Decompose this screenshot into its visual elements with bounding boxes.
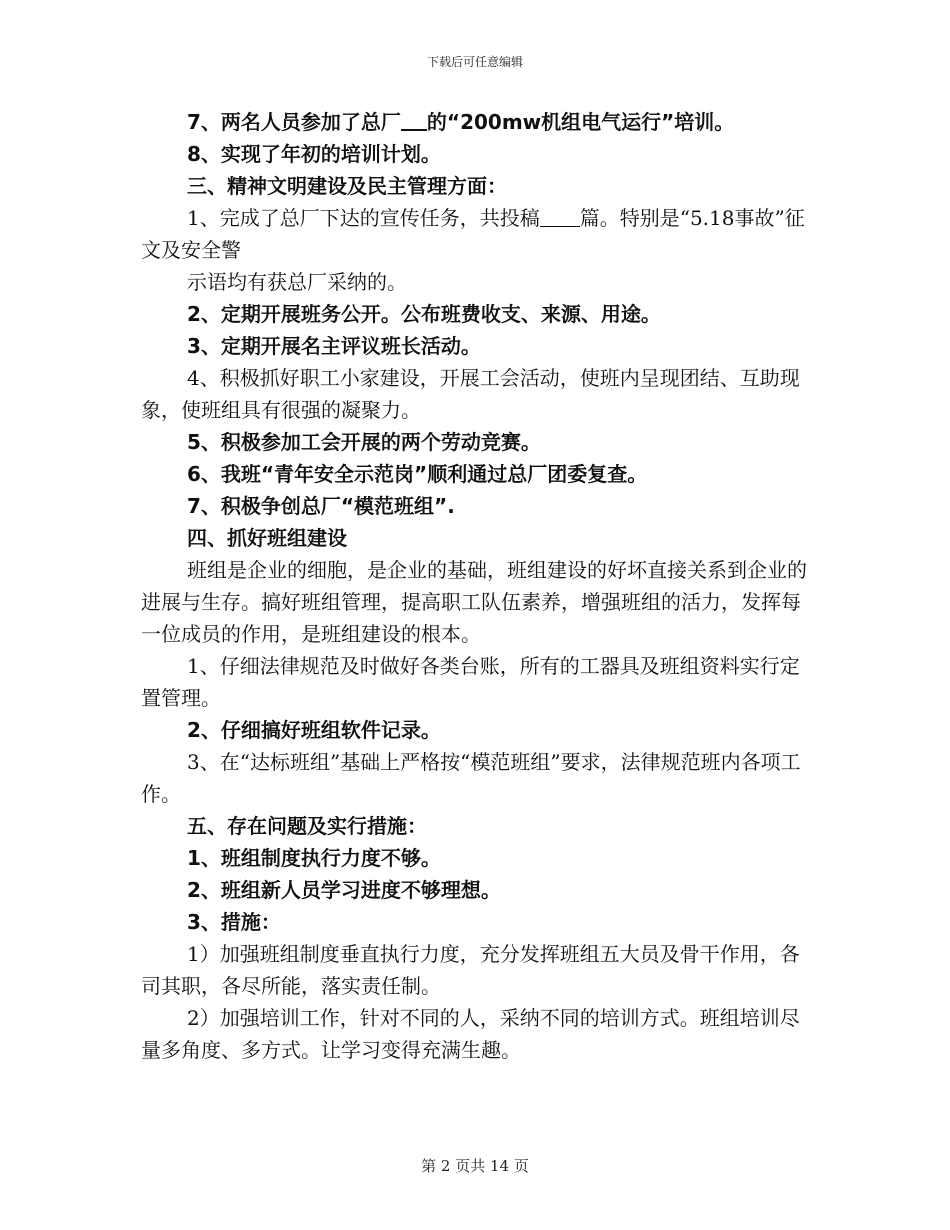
- paragraph-ledger: 1、仔细法律规范及时做好各类台账，所有的工器具及班组资料实行定置管理。: [141, 654, 800, 710]
- text-segment: 7、两名人员参加了总厂: [187, 110, 401, 134]
- paragraph-competition: 5、积极参加工会开展的两个劳动竞赛。: [187, 430, 541, 454]
- paragraph-training-plan: 8、实现了年初的培训计划。: [187, 142, 441, 166]
- section-heading-4: 四、抓好班组建设: [187, 526, 347, 550]
- paragraph-measure-1: 1）加强班组制度垂直执行力度，充分发挥班组五大员及骨干作用，各司其职，各尽所能，落实责任制。: [141, 942, 800, 998]
- paragraph-software-records: 2、仔细搞好班组软件记录。: [187, 718, 441, 742]
- paragraph-measures: 3、措施：: [187, 910, 281, 934]
- paragraph-union: 4、积极抓好职工小家建设，开展工会活动，使班内呈现团结、互助现象，使班组具有很强的凝聚力。: [141, 366, 800, 422]
- paragraph-model-team: 7、积极争创总厂“模范班组”.: [187, 494, 455, 518]
- paragraph-publicity-continued: 示语均有获总厂采纳的。: [187, 270, 407, 294]
- page-header: 下载后可任意编辑: [426, 55, 523, 69]
- paragraph-training-two-people: [141, 106, 813, 138]
- paragraph-publicity: [141, 202, 813, 266]
- section-heading-3: 三、精神文明建设及民主管理方面：: [187, 174, 507, 198]
- fill-blank: [540, 208, 580, 227]
- text-segment: 篇。特别是“5.18事故”征文及安全警: [141, 206, 805, 262]
- paragraph-safety-post: 6、我班“青年安全示范岗”顺利通过总厂团委复查。: [187, 462, 648, 486]
- paragraph-measure-2: 2）加强培训工作，针对不同的人，采纳不同的培训方式。班组培训尽量多角度、多方式。让学习变得充满生趣。: [141, 1006, 800, 1062]
- text-segment: 1、完成了总厂下达的宣传任务，共投稿: [187, 206, 540, 230]
- paragraph-problem-1: 1、班组制度执行力度不够。: [187, 846, 441, 870]
- paragraph-team-building: 班组是企业的细胞，是企业的基础，班组建设的好坏直接关系到企业的进展与生存。搞好班组管理，提高职工队伍素养，增强班组的活力，发挥每一位成员的作用，是班组建设的根本。: [141, 558, 807, 646]
- page-number: 第 2 页共 14 页: [421, 1157, 529, 1175]
- paragraph-standards: 3、在“达标班组”基础上严格按“模范班组”要求，法律规范班内各项工作。: [141, 750, 801, 806]
- fill-blank: [401, 111, 427, 131]
- paragraph-affairs-open: 2、定期开展班务公开。公布班费收支、来源、用途。: [187, 302, 661, 326]
- section-heading-5: 五、存在问题及实行措施：: [187, 814, 427, 838]
- text-segment: 的“200mw机组电气运行”培训。: [426, 110, 735, 134]
- document-body: [141, 106, 813, 1066]
- paragraph-evaluation: 3、定期开展名主评议班长活动。: [187, 334, 481, 358]
- paragraph-problem-2: 2、班组新人员学习进度不够理想。: [187, 878, 501, 902]
